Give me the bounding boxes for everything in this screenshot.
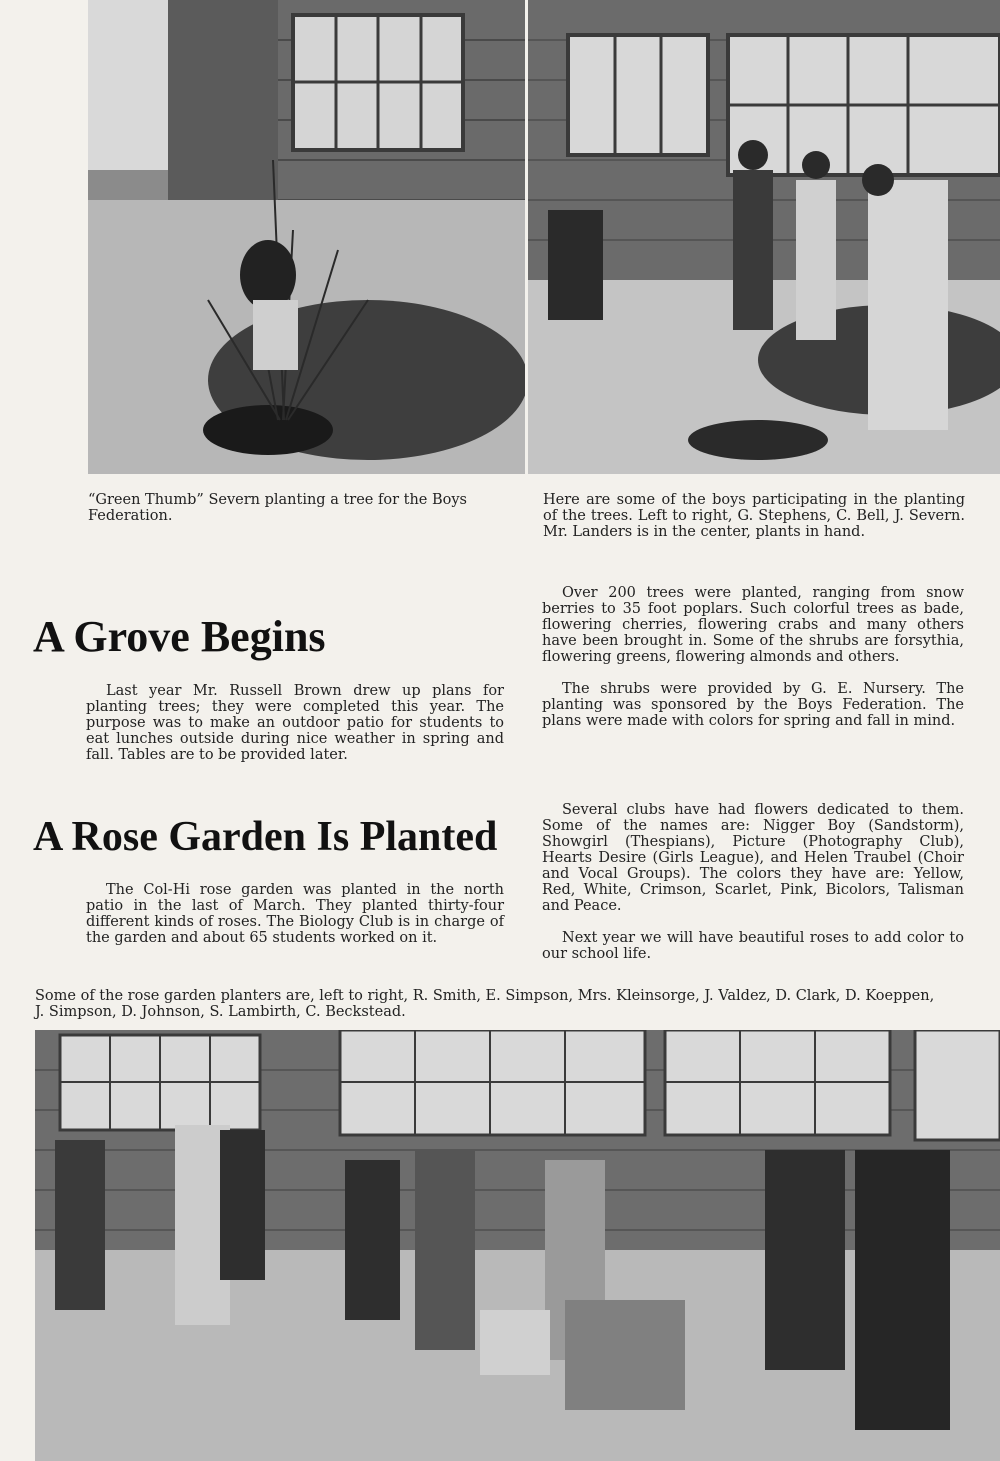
photo-caption-left: “Green Thumb” Severn planting a tree for the Boys Federation. <box>88 492 467 524</box>
photo-rose-garden-planters <box>35 1030 1000 1461</box>
rose-paragraph: The Col-Hi rose garden was planted in the north patio in the last of March. They planted thirty-four different kinds of roses. The Biology Club is in charge of the garden and about 65 students worked on it. <box>86 882 504 946</box>
photo-caption-bottom: Some of the rose garden planters are, left to right, R. Smith, E. Simpson, Mrs. Kleinsorge, J. Valdez, D. Clark, D. Koeppen, J. Simpson, D. Johnson, S. Lambirth, C. Beckstead. <box>35 988 935 1020</box>
headline-grove: A Grove Begins <box>33 612 326 661</box>
rose-body <box>86 882 504 946</box>
rose-right-column <box>542 802 964 962</box>
grove-right-paragraph-1: Over 200 trees were planted, ranging from snow berries to 35 foot poplars. Such colorful trees as bade, flowering cherries, flowering crabs and many others have been brought in. Some of the shrubs are forsythia, flowering greens, flowering almonds and others. <box>542 585 964 665</box>
grove-paragraph: Last year Mr. Russell Brown drew up plans for planting trees; they were completed this year. The purpose was to make an outdoor patio for students to eat lunches outside during nice weather in spring and fall. Tables are to be provided later. <box>86 683 504 763</box>
grove-right-paragraph-2: The shrubs were provided by G. E. Nursery. The planting was sponsored by the Boys Federation. The plans were made with colors for spring and fall in mind. <box>542 681 964 729</box>
headline-rose-garden: A Rose Garden Is Planted <box>33 814 498 860</box>
rose-right-paragraph-2: Next year we will have beautiful roses to add color to our school life. <box>542 930 964 962</box>
rose-right-paragraph-1: Several clubs have had flowers dedicated to them. Some of the names are: Nigger Boy (Sandstorm), Showgirl (Thespians), Picture (Photography Club), Hearts Desire (Girls League), and Helen Traubel (Choir and Vocal Groups). The colors they have are: Yellow, Red, White, Crimson, Scarlet, Pink, Bicolors, Talisman and Peace. <box>542 802 964 914</box>
grove-right-column <box>542 585 964 729</box>
photo-caption-right: Here are some of the boys participating in the planting of the trees. Left to right, G. Stephens, C. Bell, J. Severn. Mr. Landers is in the center, plants in hand. <box>543 492 965 540</box>
photo-severn-planting-tree <box>88 0 525 474</box>
grove-body <box>86 683 504 763</box>
photo-boys-planting-trees <box>528 0 1000 474</box>
